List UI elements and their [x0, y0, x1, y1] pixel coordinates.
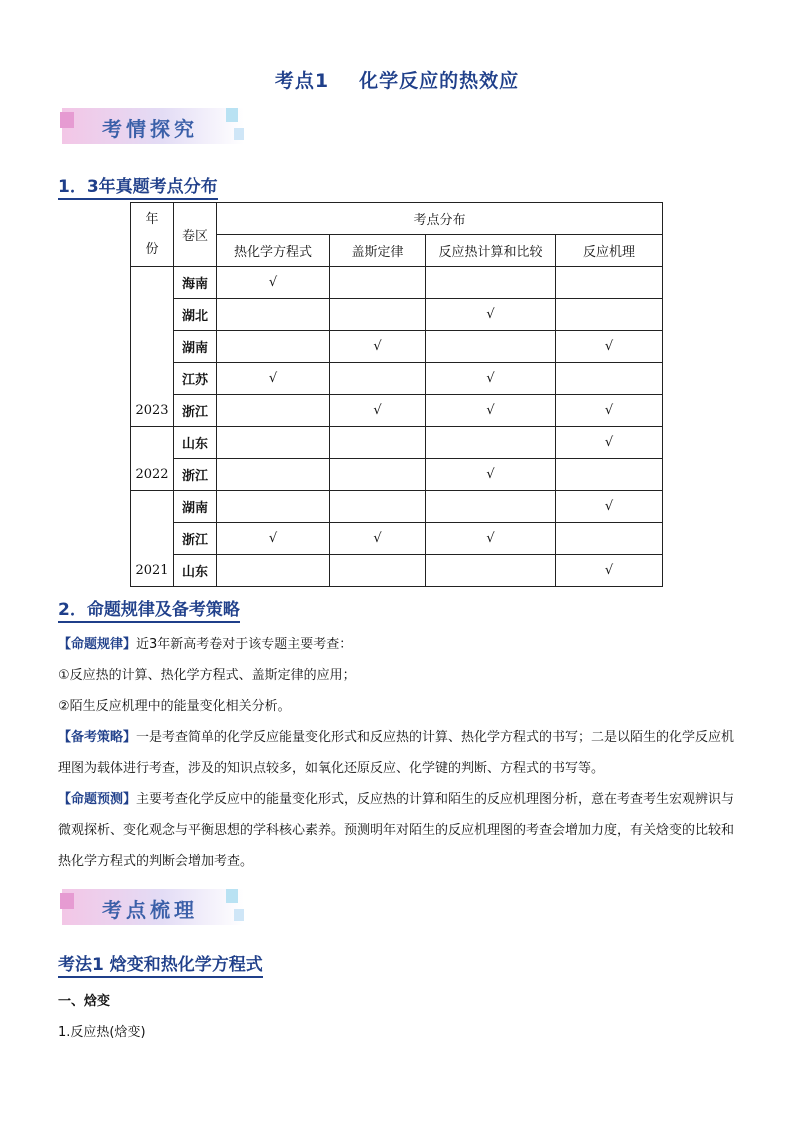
section-banner-points: [62, 889, 244, 925]
check-cell: [217, 555, 330, 587]
header-col-equation: 热化学方程式: [217, 235, 330, 267]
section-banner-exam-analysis: [62, 108, 244, 144]
header-col-calc: 反应热计算和比较: [426, 235, 556, 267]
check-cell: [217, 491, 330, 523]
check-cell: [217, 459, 330, 491]
rule-tag: 【命题规律】: [58, 637, 137, 652]
year-cell: 2023: [131, 267, 174, 427]
check-cell: √: [426, 523, 556, 555]
check-cell: √: [217, 363, 330, 395]
check-cell: √: [330, 331, 426, 363]
check-cell: [426, 555, 556, 587]
area-cell: 海南: [174, 267, 217, 299]
check-cell: √: [556, 331, 663, 363]
check-cell: [556, 459, 663, 491]
table-row: [131, 363, 663, 395]
header-year: 年 份: [131, 203, 174, 267]
item-reaction-heat: 1.反应热(焓变): [58, 1025, 146, 1040]
rule-text: 近3年新高考卷对于该专题主要考查：: [136, 637, 353, 652]
check-cell: [217, 299, 330, 331]
area-cell: 湖南: [174, 491, 217, 523]
check-cell: √: [556, 555, 663, 587]
check-cell: [217, 427, 330, 459]
table-row: [131, 555, 663, 587]
year-cell: 2022: [131, 427, 174, 491]
table-row: [131, 299, 663, 331]
check-cell: √: [217, 523, 330, 555]
check-cell: √: [556, 427, 663, 459]
check-cell: [556, 363, 663, 395]
banner-label: 考情探究: [102, 117, 198, 141]
strategy-paragraph: [58, 722, 738, 784]
table-row: [131, 491, 663, 523]
check-cell: [330, 555, 426, 587]
area-cell: 湖北: [174, 299, 217, 331]
exam-distribution-table: [130, 202, 663, 587]
check-cell: √: [330, 523, 426, 555]
check-cell: [556, 523, 663, 555]
check-cell: √: [556, 491, 663, 523]
check-cell: [330, 299, 426, 331]
check-cell: [556, 299, 663, 331]
table-row: [131, 331, 663, 363]
header-area: 卷区: [174, 203, 217, 267]
banner-label: 考点梳理: [102, 898, 198, 922]
check-cell: [330, 363, 426, 395]
subheading-enthalpy: 一、焓变: [58, 994, 111, 1009]
check-cell: [426, 491, 556, 523]
section-heading-strategy: 2．命题规律及备考策略: [58, 595, 240, 623]
area-cell: 浙江: [174, 523, 217, 555]
area-cell: 山东: [174, 555, 217, 587]
check-cell: √: [426, 395, 556, 427]
check-cell: √: [556, 395, 663, 427]
section-heading-distribution: 1．3年真题考点分布: [58, 172, 218, 200]
forecast-text: 主要考查化学反应中的能量变化形式，反应热的计算和陌生的反应机理图分析，意在考查考生宏观辨识与微观探析、变化观念与平衡思想的学科核心素养。预测明年对陌生的反应机理图的考查会增加力度，有关焓变的比较和热化学方程式的判断会增加考查。: [58, 792, 735, 869]
check-cell: [426, 427, 556, 459]
table-row: [131, 395, 663, 427]
check-cell: √: [426, 459, 556, 491]
area-cell: 浙江: [174, 395, 217, 427]
title-part2: 化学反应的热效应: [359, 70, 520, 92]
table-row: [131, 459, 663, 491]
area-cell: 山东: [174, 427, 217, 459]
check-cell: √: [426, 363, 556, 395]
check-cell: [217, 395, 330, 427]
forecast-paragraph: [58, 784, 738, 877]
check-cell: √: [426, 299, 556, 331]
rule-item-1: ①反应热的计算、热化学方程式、盖斯定律的应用；: [58, 668, 356, 683]
table-row: [131, 523, 663, 555]
table-row: [131, 267, 663, 299]
header-distribution: 考点分布: [217, 203, 663, 235]
check-cell: √: [330, 395, 426, 427]
check-cell: √: [217, 267, 330, 299]
check-cell: [330, 427, 426, 459]
check-cell: [330, 491, 426, 523]
check-cell: [330, 459, 426, 491]
check-cell: [426, 267, 556, 299]
check-cell: [556, 267, 663, 299]
table-row: [131, 427, 663, 459]
forecast-tag: 【命题预测】: [58, 792, 137, 807]
year-cell: 2021: [131, 491, 174, 587]
method-heading: 考法1 焓变和热化学方程式: [58, 950, 263, 978]
header-col-mechanism: 反应机理: [556, 235, 663, 267]
area-cell: 浙江: [174, 459, 217, 491]
title-part1: 考点1: [274, 70, 330, 92]
check-cell: [217, 331, 330, 363]
check-cell: [426, 331, 556, 363]
check-cell: [330, 267, 426, 299]
rule-item-2: ②陌生反应机理中的能量变化相关分析。: [58, 699, 291, 714]
area-cell: 江苏: [174, 363, 217, 395]
strategy-tag: 【备考策略】: [58, 730, 137, 745]
header-col-hess: 盖斯定律: [330, 235, 426, 267]
page-title: [0, 66, 794, 93]
rule-paragraph: [58, 629, 738, 722]
strategy-text: 一是考查简单的化学反应能量变化形式和反应热的计算、热化学方程式的书写；二是以陌生的化学反应机理图为载体进行考查，涉及的知识点较多，如氧化还原反应、化学键的判断、方程式的书写等。: [58, 730, 735, 776]
area-cell: 湖南: [174, 331, 217, 363]
